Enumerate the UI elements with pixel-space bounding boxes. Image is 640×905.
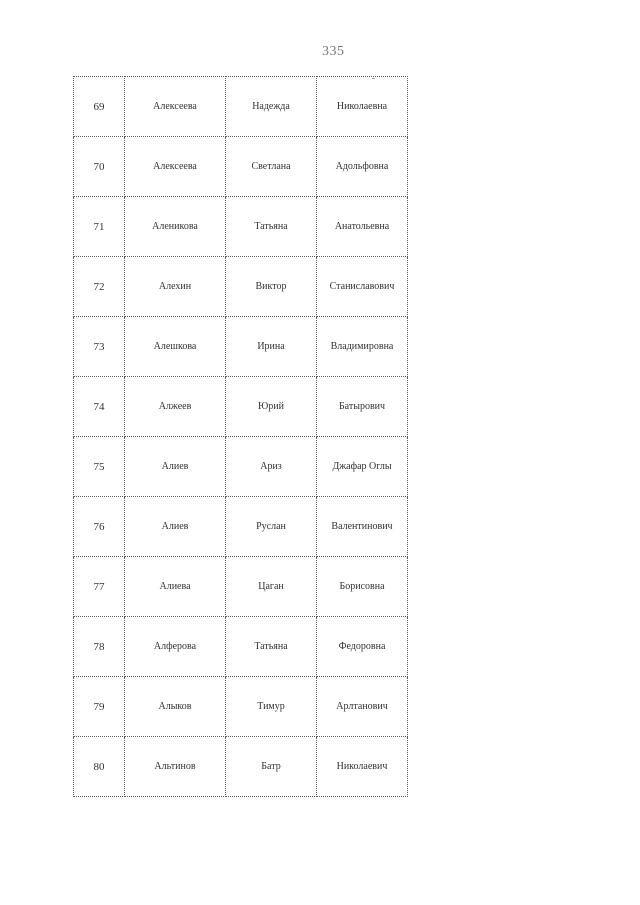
row-number-cell: 73 — [74, 317, 125, 377]
table-row — [74, 737, 408, 797]
row-number-cell: 74 — [74, 377, 125, 437]
person-registry-table — [73, 76, 408, 797]
first-name-cell: Тимур — [226, 677, 317, 737]
first-name-cell: Ариз — [226, 437, 317, 497]
patronymic-cell: Станиславович — [317, 257, 408, 317]
patronymic-cell: Анатольевна — [317, 197, 408, 257]
patronymic-cell: Николаевна — [317, 77, 408, 137]
row-number-cell: 69 — [74, 77, 125, 137]
patronymic-cell: Арлтанович — [317, 677, 408, 737]
table-row — [74, 137, 408, 197]
last-name-cell: Алехин — [125, 257, 226, 317]
first-name-cell: Надежда — [226, 77, 317, 137]
last-name-cell: Алиев — [125, 497, 226, 557]
first-name-cell: Виктор — [226, 257, 317, 317]
patronymic-cell: Борисовна — [317, 557, 408, 617]
page-number: 335 — [322, 44, 345, 59]
first-name-cell: Татьяна — [226, 197, 317, 257]
row-number-cell: 72 — [74, 257, 125, 317]
table-row — [74, 677, 408, 737]
first-name-cell: Руслан — [226, 497, 317, 557]
row-number-cell: 78 — [74, 617, 125, 677]
row-number-cell: 75 — [74, 437, 125, 497]
table-row — [74, 197, 408, 257]
last-name-cell: Алиева — [125, 557, 226, 617]
first-name-cell: Ирина — [226, 317, 317, 377]
last-name-cell: Альтинов — [125, 737, 226, 797]
patronymic-cell: Валентинович — [317, 497, 408, 557]
table-row — [74, 257, 408, 317]
row-number-cell: 70 — [74, 137, 125, 197]
last-name-cell: Алферова — [125, 617, 226, 677]
row-number-cell: 79 — [74, 677, 125, 737]
patronymic-cell: Адольфовна — [317, 137, 408, 197]
first-name-cell: Татьяна — [226, 617, 317, 677]
last-name-cell: Алиев — [125, 437, 226, 497]
patronymic-cell: Николаевич — [317, 737, 408, 797]
patronymic-cell: Владимировна — [317, 317, 408, 377]
first-name-cell: Батр — [226, 737, 317, 797]
table-row — [74, 377, 408, 437]
row-number-cell: 71 — [74, 197, 125, 257]
table-row — [74, 497, 408, 557]
row-number-cell: 80 — [74, 737, 125, 797]
last-name-cell: Алешкова — [125, 317, 226, 377]
registry-table-body — [74, 77, 408, 797]
patronymic-cell: Батырович — [317, 377, 408, 437]
table-row — [74, 317, 408, 377]
table-row — [74, 557, 408, 617]
patronymic-cell: Федоровна — [317, 617, 408, 677]
first-name-cell: Цаган — [226, 557, 317, 617]
last-name-cell: Алексеева — [125, 137, 226, 197]
row-number-cell: 77 — [74, 557, 125, 617]
last-name-cell: Аленикова — [125, 197, 226, 257]
patronymic-cell: Джафар Оглы — [317, 437, 408, 497]
table-row — [74, 77, 408, 137]
row-number-cell: 76 — [74, 497, 125, 557]
table-row — [74, 437, 408, 497]
last-name-cell: Алжеев — [125, 377, 226, 437]
table-row — [74, 617, 408, 677]
first-name-cell: Юрий — [226, 377, 317, 437]
last-name-cell: Алыков — [125, 677, 226, 737]
last-name-cell: Алексеева — [125, 77, 226, 137]
first-name-cell: Светлана — [226, 137, 317, 197]
